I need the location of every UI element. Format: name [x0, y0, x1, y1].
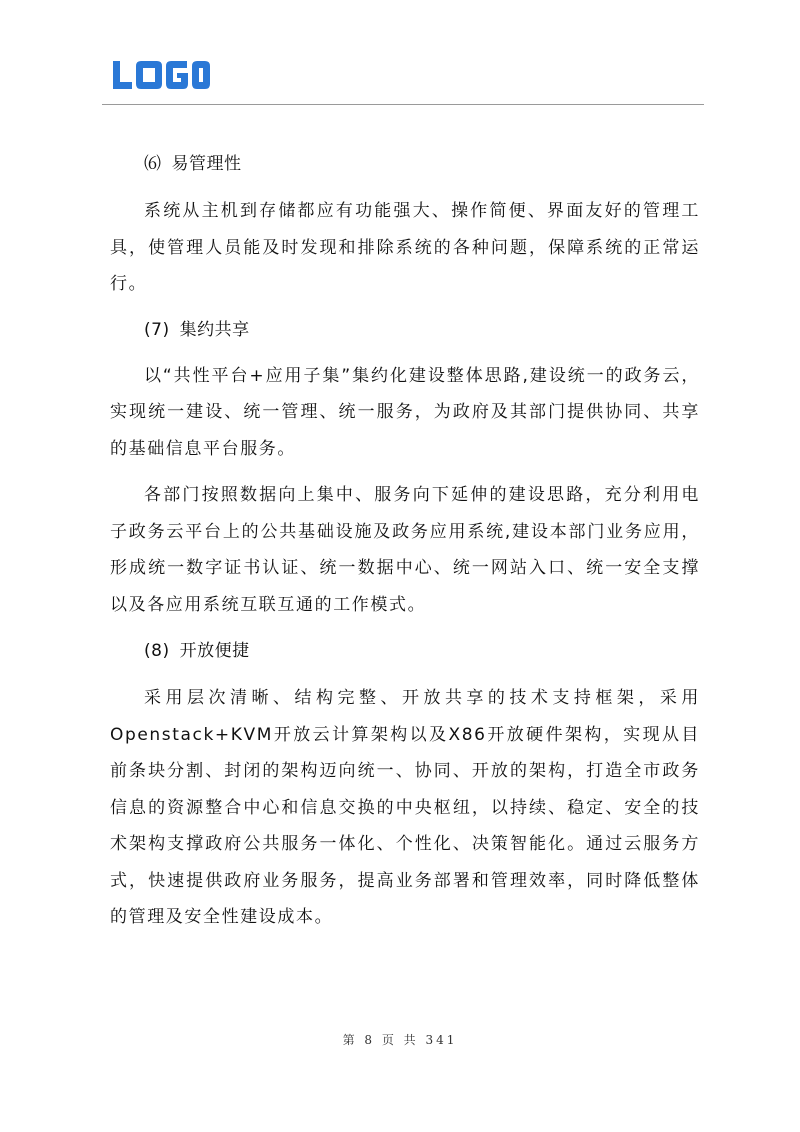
paragraph: 系统从主机到存储都应有功能强大、操作简便、界面友好的管理工具，使管理人员能及时发现和排除系统的各种问题，保障系统的正常运行。 — [110, 201, 700, 294]
paragraph: 各部门按照数据向上集中、服务向下延伸的建设思路，充分利用电子政务云平台上的公共基础设施及政务应用系统,建设本部门业务应用，形成统一数字证书认证、统一数据中心、统一网站入口、统一安全支撑以及各应用系统互联互通的工作模式。 — [110, 485, 700, 615]
section-number: ⑹ — [144, 154, 162, 174]
section-heading-7 — [110, 312, 700, 348]
header-divider — [102, 104, 704, 105]
section-title: 易管理性 — [171, 154, 242, 174]
logo-graphic — [111, 58, 211, 92]
section-number: (8) — [144, 641, 170, 661]
company-logo — [111, 58, 211, 92]
section-title: 集约共享 — [179, 319, 250, 340]
paragraph: 以“共性平台+应用子集”集约化建设整体思路,建设统一的政务云，实现统一建设、统一管理、统一服务，为政府及其部门提供协同、共享的基础信息平台服务。 — [110, 365, 700, 459]
section-title: 开放便捷 — [179, 641, 250, 661]
section-heading-6 — [110, 146, 700, 182]
section-heading-8 — [110, 633, 700, 669]
page-number-footer: 第 8 页 共 341 — [342, 1033, 458, 1047]
document-body — [110, 146, 700, 936]
paragraph: 采用层次清晰、结构完整、开放共享的技术支持框架，采用Openstack+KVM开放云计算架构以及X86开放硬件架构，实现从目前条块分割、封闭的架构迈向统一、协同、开放的架构，打造全市政务信息的资源整合中心和信息交换的中央枢纽，以持续、稳定、安全的技术架构支撑政府公共服务一体化、个性化、决策智能化。通过云服务方式，快速提供政府业务服务，提高业务部署和管理效率，同时降低整体的管理及安全性建设成本。 — [110, 688, 700, 927]
section-number: (7) — [144, 319, 170, 340]
